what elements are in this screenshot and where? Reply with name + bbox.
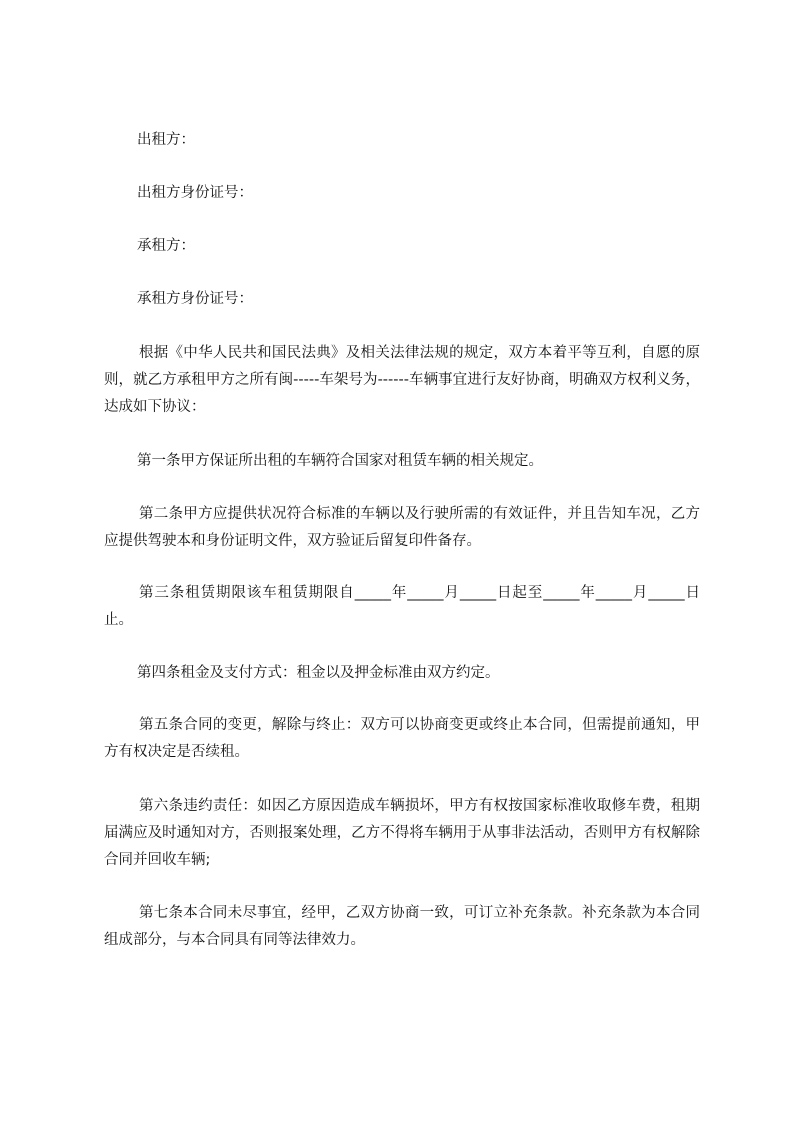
intro-paragraph: 根据《中华人民共和国民法典》及相关法律法规的规定，双方本着平等互利，自愿的原则，就乙方承租甲方之所有闽-----车架号为------车辆事宜进行友好协商，明确双方权利义务，达成如下协议： [104, 345, 700, 415]
article-2: 第二条甲方应提供状况符合标准的车辆以及行驶所需的有效证件，并且告知车况，乙方应提供驾驶本和身份证明文件，双方验证后留复印件备存。 [104, 506, 700, 549]
article-6: 第六条违约责任：如因乙方原因造成车辆损坏，甲方有权按国家标准收取修车费，租期届满应及时通知对方，否则报案处理，乙方不得将车辆用于从事非法活动，否则甲方有权解除合同并回收车辆; [104, 798, 700, 868]
article-1: 第一条甲方保证所出租的车辆符合国家对租赁车辆的相关规定。 [137, 453, 543, 469]
lessor-field: 出租方： [137, 132, 195, 148]
lessee-field: 承租方： [137, 238, 195, 254]
lessee-id-field: 承租方身份证号： [137, 291, 253, 307]
lessor-id-field: 出租方身份证号： [137, 185, 253, 201]
article-5: 第五条合同的变更，解除与终止：双方可以协商变更或终止本合同，但需提前通知，甲方有权决定是否续租。 [104, 717, 700, 760]
article-7: 第七条本合同未尽事宜，经甲，乙双方协商一致，可订立补充条款。补充条款为本合同组成部分，与本合同具有同等法律效力。 [104, 905, 700, 948]
article-3: 第三条租赁期限该车租赁期限自_____年_____月_____日起至_____年_____月_____日止。 [104, 585, 700, 628]
article-4: 第四条租金及支付方式：租金以及押金标准由双方约定。 [137, 665, 500, 681]
